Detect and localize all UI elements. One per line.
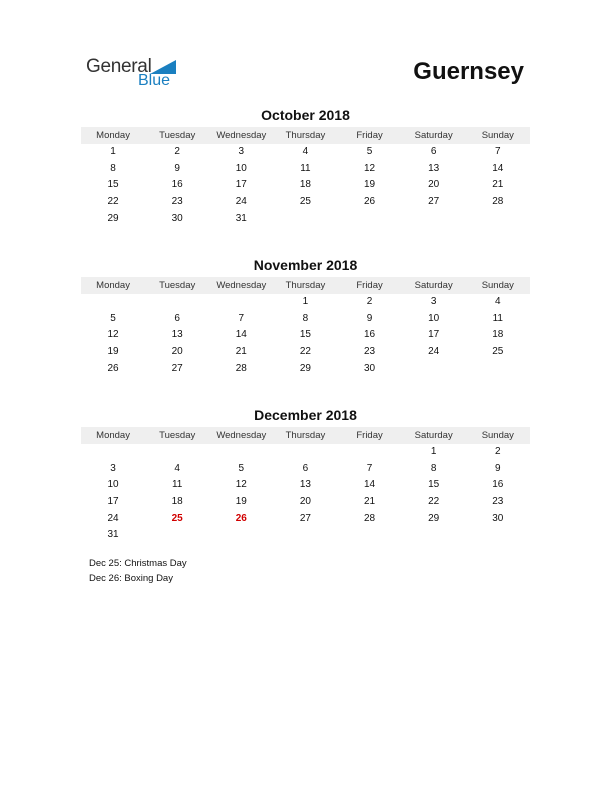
weekday-label: Wednesday — [216, 130, 267, 141]
day-cell: 30 — [364, 362, 376, 374]
day-cell: 8 — [302, 312, 309, 324]
day-cell: 11 — [492, 312, 503, 324]
month-november — [81, 256, 530, 377]
day-cell: 12 — [235, 479, 247, 491]
month-october — [81, 106, 530, 227]
logo-general-text: General — [86, 56, 152, 77]
day-cell — [338, 211, 402, 228]
day-cell: 29 — [107, 212, 119, 224]
day-cell — [145, 444, 209, 461]
country-title: Guernsey — [413, 58, 524, 85]
day-cell: 21 — [364, 496, 376, 508]
logo — [86, 56, 186, 92]
weekday-label: Saturday — [414, 280, 453, 291]
weekday-label: Tuesday — [159, 430, 196, 441]
day-cell: 23 — [364, 346, 376, 358]
day-cell: 17 — [107, 496, 119, 508]
weekday-label: Sunday — [481, 130, 514, 141]
day-cell: 1 — [302, 296, 309, 307]
day-cell: 4 — [174, 462, 180, 474]
day-cell: 29 — [428, 512, 440, 524]
weekday-label: Thursday — [285, 430, 326, 441]
day-cell: 22 — [299, 346, 311, 358]
day-cell: 28 — [364, 512, 376, 524]
day-cell: 1 — [110, 146, 116, 157]
day-cell: 14 — [492, 162, 504, 174]
day-cell — [402, 211, 466, 228]
week-row — [81, 444, 530, 461]
week-row — [81, 294, 530, 311]
day-cell: 15 — [299, 329, 311, 341]
day-cell: 8 — [110, 162, 116, 174]
day-cell — [273, 211, 337, 228]
weekday-header — [81, 277, 530, 294]
week-row — [81, 177, 530, 194]
day-cell — [209, 444, 273, 461]
day-cell: 27 — [299, 512, 311, 524]
day-cell: 6 — [302, 462, 309, 474]
weekday-label: Friday — [356, 430, 383, 441]
week-row — [81, 477, 530, 494]
day-cell: 3 — [430, 296, 437, 307]
logo-blue-text: Blue — [138, 72, 171, 89]
day-cell — [466, 527, 530, 544]
day-cell: 29 — [299, 362, 311, 374]
day-cell: 9 — [174, 162, 180, 174]
month-title: November 2018 — [253, 257, 358, 273]
day-cell: 5 — [110, 312, 116, 324]
weekday-header — [81, 427, 530, 444]
day-cell: 7 — [238, 312, 245, 324]
day-cell: 18 — [171, 496, 183, 508]
day-cell: 14 — [364, 479, 376, 491]
day-cell: 14 — [235, 329, 247, 341]
week-row — [81, 344, 530, 361]
day-cell: 20 — [428, 179, 440, 191]
day-cell: 19 — [364, 179, 376, 191]
weekday-label: Wednesday — [216, 430, 267, 441]
day-cell: 15 — [428, 479, 440, 491]
day-cell: 6 — [174, 312, 180, 324]
week-row — [81, 144, 530, 161]
weekday-label: Saturday — [414, 130, 453, 141]
day-cell: 28 — [492, 196, 504, 208]
weekday-label: Thursday — [285, 130, 326, 141]
day-cell: 13 — [299, 479, 311, 491]
day-cell: 21 — [235, 346, 247, 358]
day-cell — [81, 444, 145, 461]
week-row — [81, 494, 530, 511]
day-cell — [338, 444, 402, 461]
month-title: October 2018 — [261, 107, 350, 123]
day-cell — [402, 361, 466, 378]
week-row — [81, 211, 530, 228]
day-cell: 16 — [364, 329, 376, 341]
weekday-label: Monday — [96, 280, 130, 291]
weekday-label: Tuesday — [159, 130, 196, 141]
week-row — [81, 527, 530, 544]
day-cell — [209, 294, 273, 311]
day-cell: 10 — [235, 162, 247, 174]
day-cell: 7 — [366, 462, 373, 474]
day-cell: 26 — [107, 362, 119, 374]
day-cell — [273, 527, 337, 544]
day-cell: 19 — [235, 496, 247, 508]
day-cell: 6 — [430, 146, 437, 157]
week-row — [81, 361, 530, 378]
weekday-label: Sunday — [481, 280, 514, 291]
day-cell — [145, 294, 209, 311]
day-cell: 9 — [495, 462, 501, 474]
day-cell: 5 — [366, 146, 373, 157]
day-cell: 20 — [299, 496, 311, 508]
week-row — [81, 194, 530, 211]
day-cell: 22 — [107, 196, 119, 208]
day-cell: 10 — [107, 479, 119, 491]
week-row — [81, 161, 530, 178]
day-cell: 26 — [364, 196, 376, 208]
day-cell: 18 — [492, 329, 504, 341]
day-cell: 27 — [428, 196, 440, 208]
day-cell — [338, 527, 402, 544]
weekday-header — [81, 127, 530, 144]
day-cell: 3 — [238, 146, 245, 157]
holiday-note: Dec 25: Christmas Day — [89, 558, 187, 569]
day-cell: 12 — [364, 162, 376, 174]
day-cell: 3 — [110, 462, 116, 474]
day-cell: 13 — [171, 329, 183, 341]
week-row — [81, 327, 530, 344]
day-cell: 23 — [492, 496, 504, 508]
day-cell — [81, 294, 145, 311]
day-cell: 24 — [107, 512, 119, 524]
weekday-label: Thursday — [285, 280, 326, 291]
day-cell: 2 — [174, 146, 180, 157]
day-cell: 2 — [366, 296, 373, 307]
day-cell: 11 — [300, 162, 311, 174]
day-cell: 31 — [235, 212, 247, 224]
day-cell: 4 — [302, 146, 309, 157]
weekday-label: Wednesday — [216, 280, 267, 291]
day-cell: 1 — [430, 446, 437, 457]
day-cell: 30 — [171, 212, 183, 224]
day-cell — [466, 211, 530, 228]
week-row — [81, 461, 530, 478]
day-cell: 28 — [235, 362, 247, 374]
day-cell: 30 — [492, 512, 504, 524]
weekday-label: Friday — [356, 130, 383, 141]
weeks-grid — [81, 294, 530, 377]
week-row — [81, 311, 530, 328]
day-cell: 2 — [495, 446, 501, 457]
day-cell: 16 — [492, 479, 504, 491]
day-cell: 23 — [171, 196, 183, 208]
week-row — [81, 511, 530, 528]
weekday-label: Monday — [96, 130, 130, 141]
day-cell: 25 — [299, 196, 311, 208]
day-cell: 7 — [495, 146, 501, 157]
weekday-label: Monday — [96, 430, 130, 441]
day-cell: 18 — [299, 179, 311, 191]
weekday-label: Tuesday — [159, 280, 196, 291]
holiday-day-cell: 25 — [171, 512, 183, 524]
day-cell: 16 — [171, 179, 183, 191]
day-cell: 12 — [107, 329, 119, 341]
day-cell: 17 — [235, 179, 247, 191]
day-cell: 10 — [428, 312, 440, 324]
day-cell: 9 — [366, 312, 373, 324]
day-cell: 4 — [495, 296, 501, 307]
weekday-label: Sunday — [481, 430, 514, 441]
day-cell: 11 — [171, 479, 183, 491]
day-cell — [209, 527, 273, 544]
weeks-grid — [81, 444, 530, 544]
month-december — [81, 406, 530, 544]
day-cell: 8 — [430, 462, 437, 474]
day-cell — [145, 527, 209, 544]
day-cell: 5 — [238, 462, 245, 474]
holiday-day-cell: 26 — [235, 512, 247, 524]
day-cell: 22 — [428, 496, 440, 508]
weeks-grid — [81, 144, 530, 227]
day-cell: 17 — [428, 329, 440, 341]
day-cell: 24 — [235, 196, 247, 208]
day-cell: 24 — [428, 346, 440, 358]
day-cell: 21 — [492, 179, 504, 191]
day-cell — [466, 361, 530, 378]
weekday-label: Saturday — [414, 430, 453, 441]
day-cell: 15 — [107, 179, 119, 191]
day-cell: 31 — [107, 529, 119, 541]
holiday-notes — [89, 556, 187, 586]
day-cell: 19 — [107, 346, 119, 358]
weekday-label: Friday — [356, 280, 383, 291]
day-cell: 25 — [492, 346, 504, 358]
day-cell — [402, 527, 466, 544]
day-cell — [273, 444, 337, 461]
day-cell: 13 — [428, 162, 440, 174]
month-title: December 2018 — [254, 407, 357, 423]
day-cell: 27 — [171, 362, 183, 374]
day-cell: 20 — [171, 346, 183, 358]
holiday-note: Dec 26: Boxing Day — [89, 573, 173, 584]
